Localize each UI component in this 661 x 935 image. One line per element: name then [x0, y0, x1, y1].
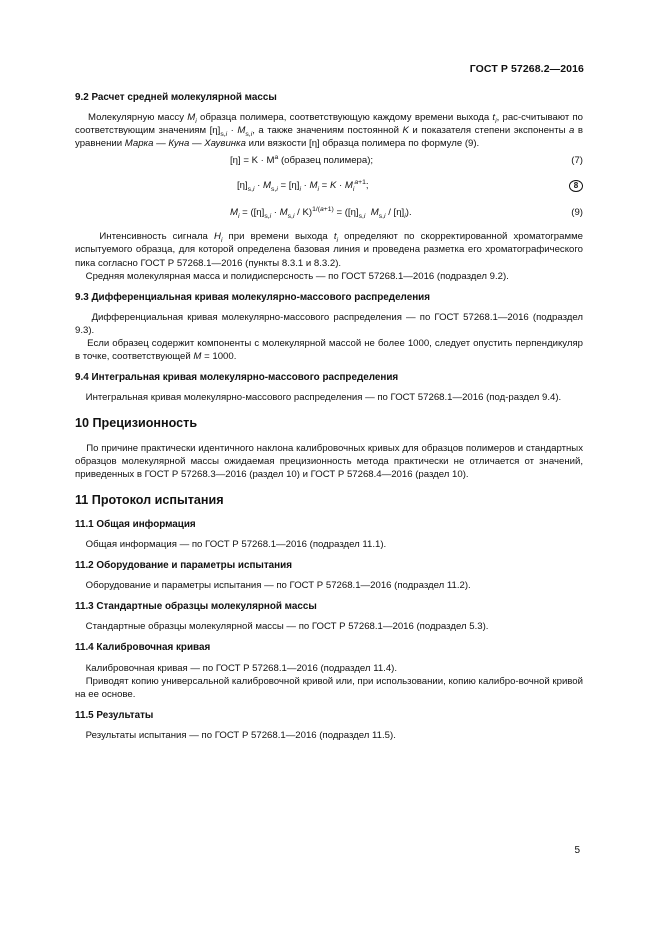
- section-11-4-title: 11.4 Калибровочная кривая: [75, 642, 211, 654]
- section-11-3-paragraph: Стандартные образцы молекулярной массы — по ГОСТ Р 57268.1—2016 (подраздел 5.3).: [85, 621, 489, 633]
- section-11-title: 11 Протокол испытания: [75, 492, 224, 507]
- section-10-paragraph-1: По причине практически идентичного наклона калибровочных кривых для образцов полимеров и стандартных образцов молекулярной массы ожидаемая прецизионность метода практически не отличается от значений, приведенных в ГОСТ Р 57268.3—2016 (раздел 10) и ГОСТ Р 57268.4—2016 (раздел 10).: [75, 442, 584, 480]
- section-9-2-paragraph-2: Интенсивность сигнала $H_i$ при времени выхода $t_i$ определяют по скорректированной хроматограмме испытуемого образца, для которой определена базовая линия и проведена разметка его хроматографического пика согласно ГОСТ Р 57268.1—2016 (пункты 8.3.1 и 8.3.2).: [75, 231, 583, 269]
- section-11-5-title: 11.5 Результаты: [75, 709, 154, 721]
- section-11-3-title: 11.3 Стандартные образцы молекулярной массы: [75, 601, 317, 613]
- section-11-1-title: 11.1 Общая информация: [75, 518, 196, 530]
- section-11-4-paragraph-1: Калибровочная кривая — по ГОСТ Р 57268.1—2016 (подраздел 11.4).: [85, 662, 398, 674]
- page-header-standard: ГОСТ Р 57268.2—2016: [469, 63, 584, 75]
- section-11-1-paragraph: Общая информация — по ГОСТ Р 57268.1—2016 (подраздел 11.1).: [85, 538, 387, 550]
- section-9-2-paragraph-3: Средняя молекулярная масса и полидисперсность — по ГОСТ 57268.1—2016 (подраздел 9.2).: [85, 270, 509, 282]
- formula-7: $[\eta] = K \cdot M^a$ (образец полимера); (7): [230, 154, 583, 167]
- section-9-3-title: 9.3 Дифференциальная кривая молекулярно-массового распределения: [75, 291, 430, 303]
- section-9-2-title: 9.2 Расчет средней молекулярной массы: [75, 92, 277, 103]
- section-9-3-paragraph-2: Если образец содержит компоненты с молекулярной массой не более 1000, следует опустить перпендикуляр в точке, соответствующей M = 1000.: [75, 338, 583, 363]
- section-11-4-paragraph-2: Приводят копию универсальной калибровочной кривой или, при использовании, копию калибро-вочной кривой на ее основе.: [75, 675, 583, 700]
- section-11-5-paragraph: Результаты испытания — по ГОСТ Р 57268.1—2016 (подраздел 11.5).: [85, 729, 396, 741]
- section-11-2-paragraph: Оборудование и параметры испытания — по ГОСТ Р 57268.1—2016 (подраздел 11.2).: [85, 580, 471, 592]
- section-9-2-paragraph-1: Молекулярную массу $M_i$ образца полимера, соответствующую каждому времени выхода $t_i$, рас-считывают по соответствующим значениям $[\eta]_{s,i} \cdot M_{s,i}$, а также значениям постоянной K и показателя степени экспоненты a в уравнении Марка — Куна — Хаувинка или вязкости [η] образца полимера по формуле (9).: [75, 112, 584, 150]
- page-number: 5: [574, 845, 580, 856]
- section-9-4-title: 9.4 Интегральная кривая молекулярно-массового распределения: [75, 372, 399, 384]
- formula-9: $M_i = ([\eta]_{s,i} \cdot M_{s,i} / K)^{1/(a+1)} = ([\eta]_{s,i}$ $M_{s,i} / [\eta]_i$). (9): [230, 206, 583, 221]
- section-9-4-paragraph-1: Интегральная кривая молекулярно-массового распределения — по ГОСТ 57268.1—2016 (под-раздел 9.4).: [85, 392, 562, 404]
- formula-8: $[\eta]_{s,i} \cdot M_{s,i} = [\eta]_i \cdot M_i = K \cdot M_i^{a+1}$; 8: [75, 179, 583, 192]
- section-10-title: 10 Прецизионность: [75, 416, 198, 431]
- section-11-2-title: 11.2 Оборудование и параметры испытания: [75, 560, 292, 572]
- section-9-3-paragraph-1: Дифференциальная кривая молекулярно-массового распределения — по ГОСТ 57268.1—2016 (подраздел 9.3).: [75, 311, 583, 336]
- document-body: [75, 91, 583, 742]
